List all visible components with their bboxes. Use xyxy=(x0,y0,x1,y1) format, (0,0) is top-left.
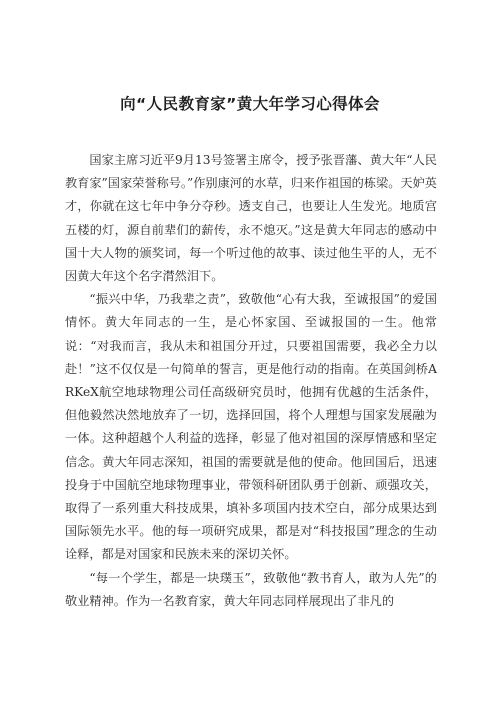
document-body xyxy=(65,149,437,613)
paragraph-3: “每一个学生，都是一块璞玉”，致敬他“教书育人，敢为人先”的敬业精神。作为一名教育家，黄大年同志同样展现出了非凡的 xyxy=(65,570,437,608)
paragraph-2: “振兴中华，乃我辈之责”，致敬他“心有大我，至诚报国”的爱国情怀。黄大年同志的一生，是心怀家国、至诚报国的一生。他常说：“对我而言，我从未和祖国分开过，只要祖国需要，我必全力以赴！”这不仅仅是一句简单的誓言，更是他行动的指南。在英国剑桥ARKeX航空地球物理公司任高级研究员时，他拥有优越的生活条件，但他毅然决然地放弃了一切，选择回国，将个人理想与国家发展融为一体。这种超越个人利益的选择，彰显了他对祖国的深厚情感和坚定信念。黄大年同志深知，祖国的需要就是他的使命。他回国后，迅速投身于中国航空地球物理事业，带领科研团队勇于创新、顽强攻关，取得了一系列重大科技成果，填补多项国内技术空白，部分成果达到国际领先水平。他的每一项研究成果，都是对“科技报国”理念的生动诠释，都是对国家和民族未来的深切关怀。 xyxy=(65,292,437,562)
document-title: 向“人民教育家”黄大年学习心得体会 xyxy=(120,95,380,113)
paragraph-1: 国家主席习近平9月13号签署主席令，授予张晋藩、黄大年“人民教育家”国家荣誉称号。”作别康河的水草，归来作祖国的栋梁。天妒英才，你就在这七年中争分夺秒。透支自己，也要让人生发光。地质宫五楼的灯，源自前辈们的薪传，永不熄灭。”这是黄大年同志的感动中国十大人物的颁奖词，每一个听过他的故事、读过他生平的人，无不因黄大年这个名字潸然泪下。 xyxy=(65,153,437,284)
